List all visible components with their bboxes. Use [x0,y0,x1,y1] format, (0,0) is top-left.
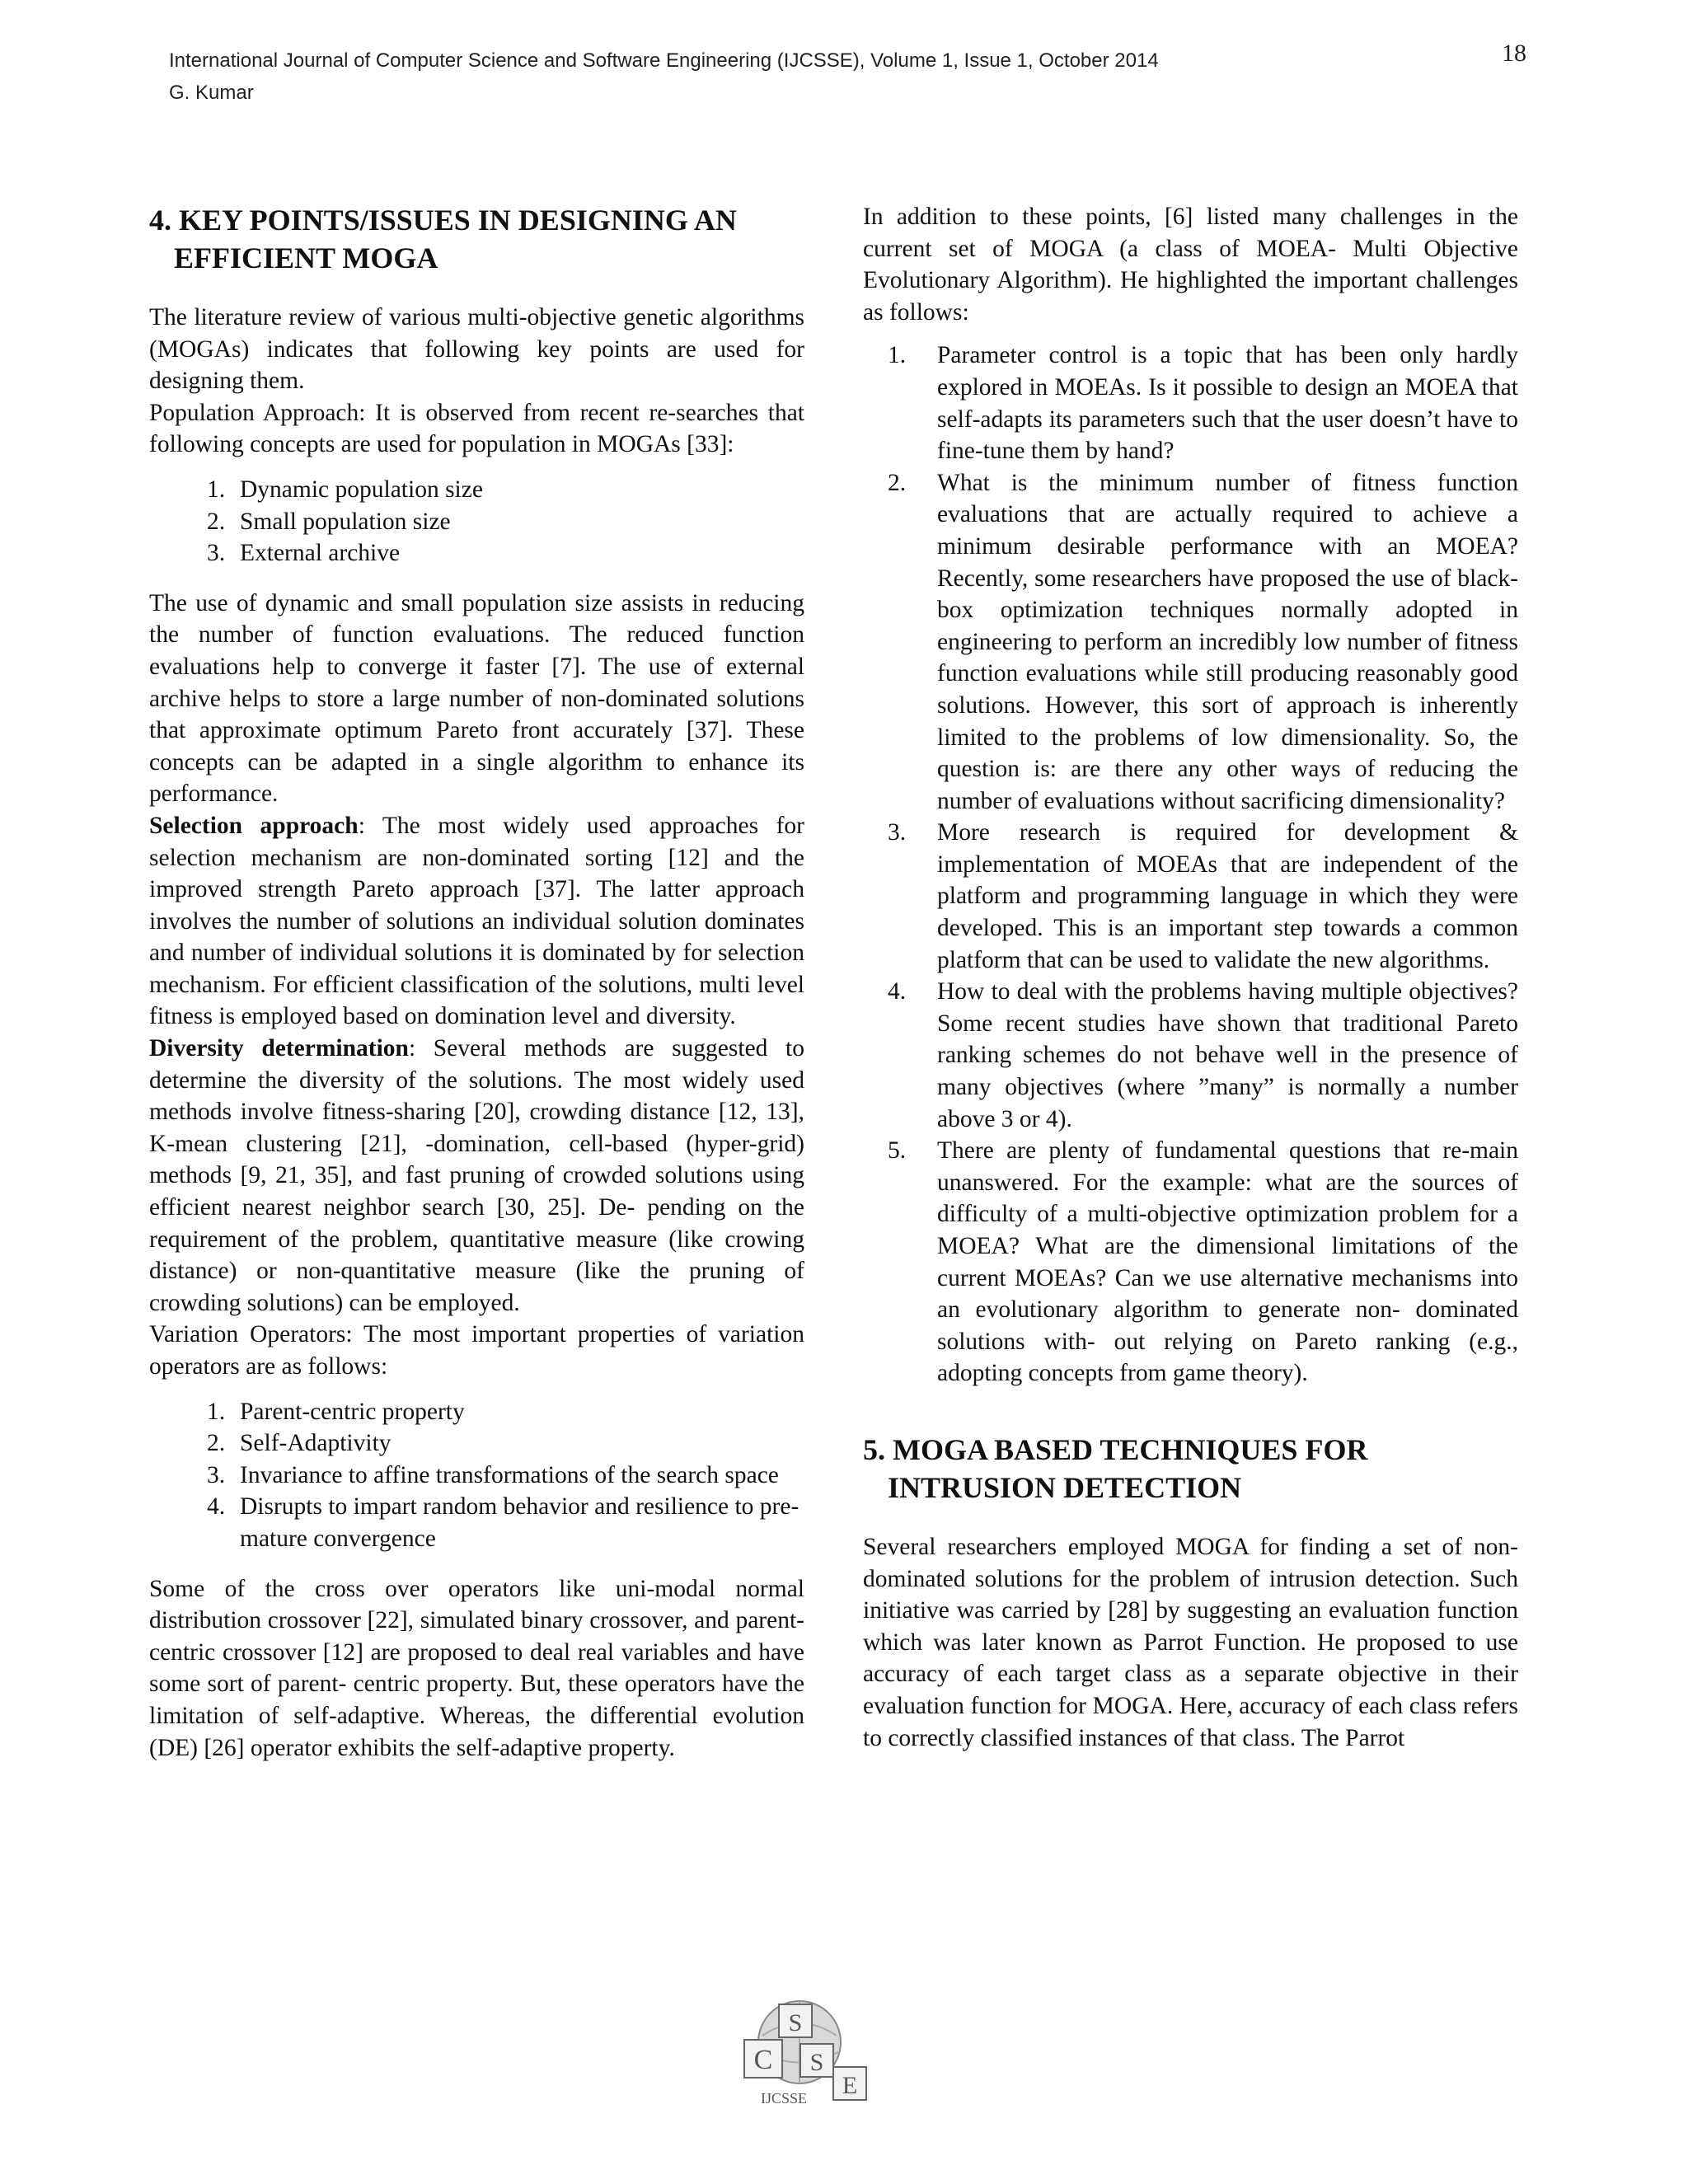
list-item: 5. There are plenty of fundamental questions that re-main unanswered. For the example: what are the sources of difficulty of a multi-objective optimization problem for a MOEA? What are the dimensional limitations of the current MOEAs? Can we use alternative mechanisms into an evolutionary algorithm to generate non- dominated solutions with- out relying on Pareto ranking (e.g., adopting concepts from game theory). [888,1137,1518,1387]
right-column [863,201,1518,1754]
ijcsse-logo [729,1994,878,2110]
selection-label: Selection approach [149,812,359,839]
diversity-label: Diversity determination [149,1035,409,1062]
list-item: 2. Small population size [207,508,451,535]
logo-letter: S [788,2009,803,2036]
population-after-paragraph: The use of dynamic and small population size assists in reducing the number of function evaluations. The reduced function evaluations help to converge it faster [7]. The use of external archive helps to store a large number of non-dominated solutions that approximate optimum Pareto front accurately [37]. These concepts can be adapted in a single algorithm to enhance its performance. [149,589,804,808]
section-5-heading: 5. MOGA BASED TECHNIQUES FOR INTRUSION DETECTION [863,1432,1368,1504]
selection-approach-paragraph: Selection approach: The most widely used approaches for selection mechanism are non-dominated sorting [12] and the improved strength Pareto approach [37]. The latter approach involves the number of solutions an individual solution dominates and number of individual solutions it is dominated by for selection mechanism. For efficient classification of the solutions, multi level fitness is employed based on domination level and diversity. [149,812,804,1030]
left-column [149,201,804,1764]
challenges-list [863,340,1518,1390]
list-item: 1. Parameter control is a topic that has been only hardly explored in MOEAs. Is it possible to design an MOEA that self-adapts its parameters such that the user doesn’t have to fine-tune them by hand? [888,342,1518,465]
crossover-paragraph: Some of the cross over operators like uni-modal normal distribution crossover [22], simulated binary crossover, and parent-centric crossover [12] are proposed to deal real variables and have some sort of parent- centric property. But, these operators have the limitation of self-adaptive. Whereas, the differential evolution (DE) [26] operator exhibits the self-adaptive property. [149,1575,804,1761]
running-head [169,45,1521,109]
list-item: 4. Disrupts to impart random behavior and resilience to pre-mature convergence [207,1493,799,1552]
list-item: 4. How to deal with the problems having multiple objectives? Some recent studies have shown that traditional Pareto ranking schemes do not behave well in the presence of many objectives (where ”many” is normally a number above 3 or 4). [888,978,1518,1132]
population-approach-paragraph: Population Approach: It is observed from recent re-searches that following concepts are used for population in MOGAs [33]: [149,399,804,458]
list-item: 3. Invariance to affine transformations of the search space [207,1461,779,1488]
section-4-heading: 4. KEY POINTS/ISSUES IN DESIGNING AN EFFICIENT MOGA [149,204,737,274]
page-number: 18 [1502,40,1526,67]
population-list [149,474,804,569]
logo-caption: IJCSSE [760,2090,808,2107]
journal-line: International Journal of Computer Science and Software Engineering (IJCSSE), Volume 1, Issue 1, October 2014 [169,49,1159,72]
list-item: 1. Dynamic population size [207,476,483,503]
author-line: G. Kumar [169,82,254,104]
section-5-paragraph: Several researchers employed MOGA for finding a set of non-dominated solutions for the problem of intrusion detection. Such initiative was carried by [28] by suggesting an evaluation function which was later known as Parrot Function. He proposed to use accuracy of each target class as a separate objective in their evaluation function for MOGA. Here, accuracy of each class refers to correctly classified instances of that class. The Parrot [863,1533,1518,1751]
list-item: 2. Self-Adaptivity [207,1430,392,1457]
list-item: 3. More research is required for development & implementation of MOEAs that are independent of the platform and programming language in which they were developed. This is an important step towards a common platform that can be used to validate the new algorithms. [888,819,1518,973]
list-item: 3. External archive [207,540,401,567]
diversity-paragraph: Diversity determination: Several methods are suggested to determine the diversity of the solutions. The most widely used methods involve fitness-sharing [20], crowding distance [12, 13], K-mean clustering [21], -domination, cell-based (hyper-grid) methods [9, 21, 35], and fast pruning of crowded solutions using efficient nearest neighbor search [30, 25]. De- pending on the requirement of the problem, quantitative measure (like crowing distance) or non-quantitative measure (like the pruning of crowding solutions) can be employed. [149,1035,804,1316]
list-item: 1. Parent-centric property [207,1398,465,1425]
section-4-intro: The literature review of various multi-objective genetic algorithms (MOGAs) indicates that following key points are used for designing them. [149,304,804,395]
challenges-intro: In addition to these points, [6] listed many challenges in the current set of MOGA (a class of MOEA- Multi Objective Evolutionary Algorithm). He highlighted the important challenges as follows: [863,204,1518,326]
list-item: 2. What is the minimum number of fitness function evaluations that are actually required to achieve a minimum desirable performance with an MOEA? Recently, some researchers have proposed the use of black-box optimization techniques normally adopted in engineering to perform an incredibly low number of fitness function evaluations while still producing reasonably good solutions. However, this sort of approach is inherently limited to the problems of low dimensionality. So, the question is: are there any other ways of reducing the number of evaluations without sacrificing dimensionality? [888,469,1518,814]
variation-operators-paragraph: Variation Operators: The most important properties of variation operators are as follows: [149,1321,804,1380]
variation-list [149,1396,804,1555]
logo-letter: C [753,2045,773,2075]
logo-letter: S [809,2049,824,2076]
logo-letter: E [842,2072,858,2099]
